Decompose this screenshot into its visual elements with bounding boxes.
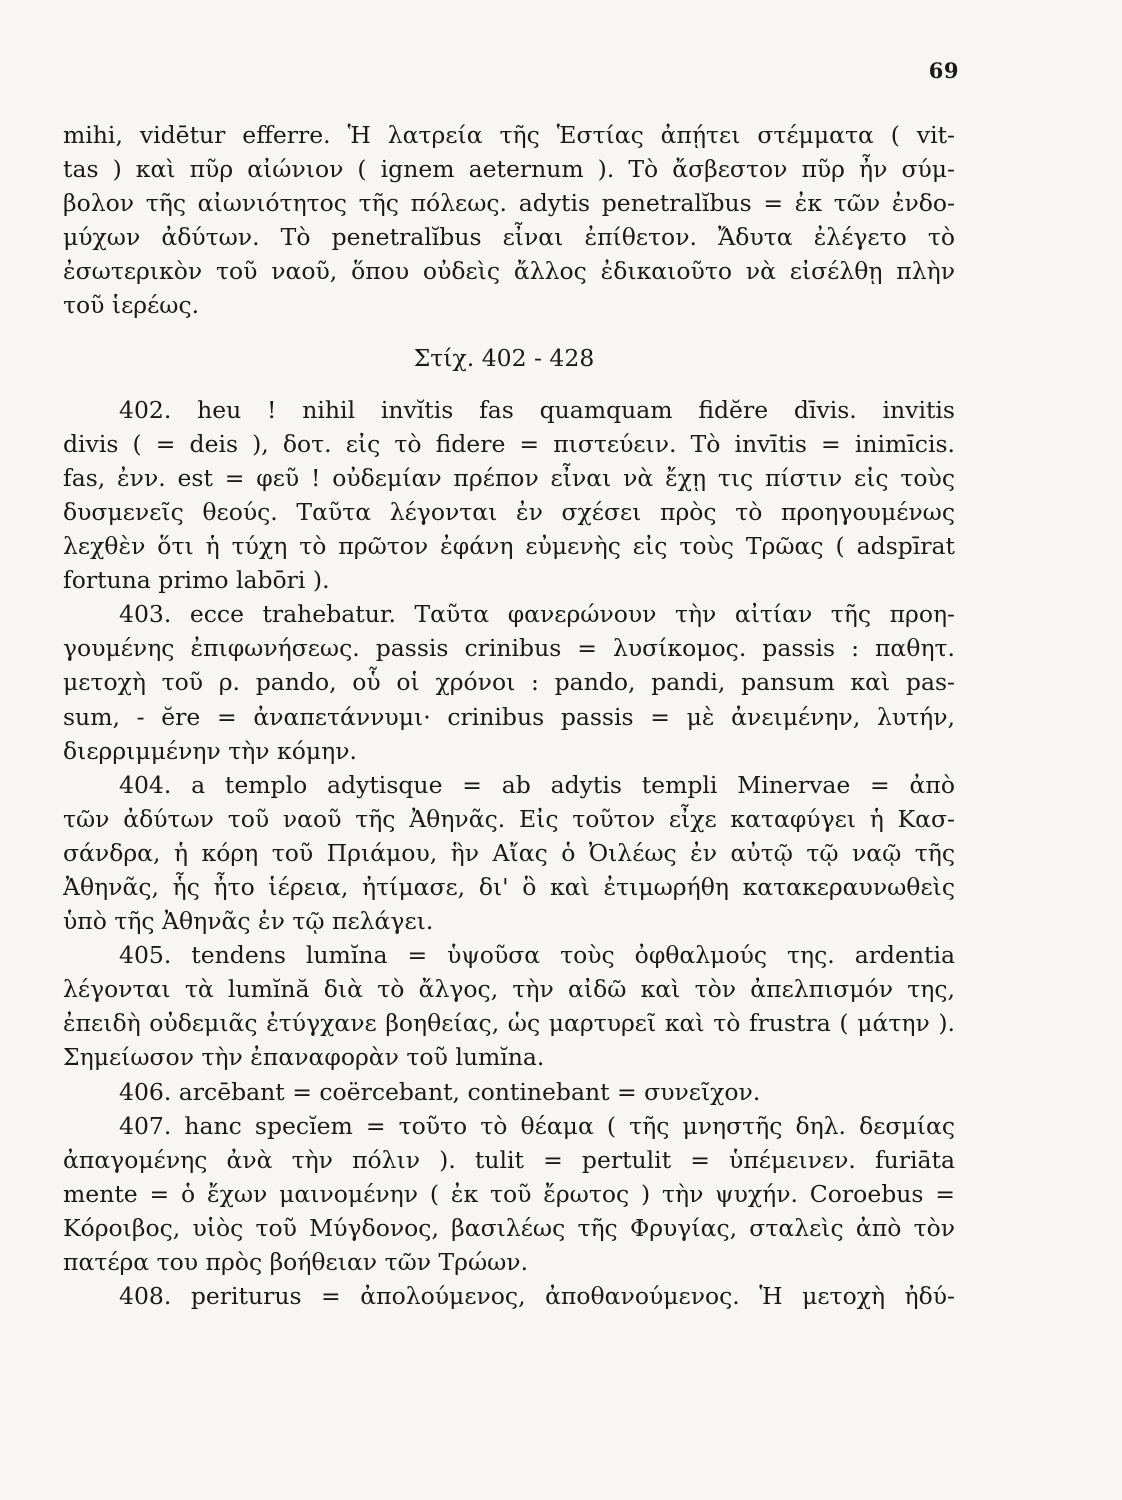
- text-line: λεχθὲν ὅτι ἡ τύχη τὸ πρῶτον ἐφάνη εὐμενὴς εἰς τοὺς Τρῶας ( adspīrat: [63, 532, 955, 561]
- text-line: fas, ἐνν. est = φεῦ ! οὐδεμίαν πρέπον εἶναι νὰ ἔχῃ τις πίστιν εἰς τοὺς: [63, 463, 955, 492]
- text-line: mihi, vidētur efferre. Ἡ λατρεία τῆς Ἑστίας ἀπῄτει στέμματα ( vit-: [63, 121, 955, 149]
- text-line: δυσμενεῖς θεούς. Ταῦτα λέγονται ἐν σχέσει πρὸς τὸ προηγουμένως: [63, 497, 955, 526]
- text-line: μύχων ἀδύτων. Τὸ penetralĭbus εἶναι ἐπίθετον. Ἄδυτα ἐλέγετο τὸ: [63, 223, 955, 252]
- text-line: ὑπὸ τῆς Ἀθηνᾶς ἐν τῷ πελάγει.: [63, 907, 434, 936]
- text-line: sum, - ĕre = ἀναπετάννυμι· crinibus passis = μὲ ἀνειμένην, λυτήν,: [63, 702, 955, 731]
- text-line: fortuna primo labōri ).: [63, 566, 330, 595]
- entry-406-line: 406. arcēbant = coërcebant, continebant = συνεῖχον.: [119, 1077, 761, 1106]
- text-line: διερριμμένην τὴν κόμην.: [63, 736, 358, 765]
- text-line: γουμένης ἐπιφωνήσεως. passis crinibus = λυσίκομος. passis : παθητ.: [63, 634, 955, 663]
- text-line: ἐσωτερικὸν τοῦ ναοῦ, ὅπου οὐδεὶς ἄλλος ἐδικαιοῦτο νὰ εἰσέλθῃ πλὴν: [63, 257, 955, 286]
- text-line: τοῦ ἱερέως.: [63, 291, 200, 320]
- text-line: Κόροιβος, υἱὸς τοῦ Μύγδονος, βασιλέως τῆς Φρυγίας, σταλεὶς ἀπὸ τὸν: [63, 1213, 955, 1242]
- section-heading: Στίχ. 402 - 428: [413, 343, 595, 372]
- text-line: divis ( = deis ), δοτ. εἰς τὸ fidere = πιστεύειν. Τὸ invītis = inimīcis.: [63, 429, 955, 458]
- entry-405-line: 405. tendens lumĭna = ὑψοῦσα τοὺς ὀφθαλμούς της. ardentia: [119, 941, 955, 970]
- entry-403-line: 403. ecce trahebatur. Ταῦτα φανερώνουν τὴν αἰτίαν τῆς προη-: [119, 600, 955, 629]
- text-line: πατέρα του πρὸς βοήθειαν τῶν Τρώων.: [63, 1248, 529, 1276]
- text-line: μετοχὴ τοῦ ρ. pando, οὗ οἱ χρόνοι : pando, pandi, pansum καὶ pas-: [63, 668, 955, 697]
- commentary-text: [63, 118, 955, 1313]
- entry-408-line: 408. periturus = ἀπολούμενος, ἀποθανούμενος. Ἡ μετοχὴ ἠδύ-: [119, 1282, 955, 1311]
- text-line: ἀπαγομένης ἀνὰ τὴν πόλιν ). tulit = pertulit = ὑπέμεινεν. furiāta: [63, 1145, 955, 1174]
- entry-407-line: 407. hanc specĭem = τοῦτο τὸ θέαμα ( τῆς μνηστῆς δηλ. δεσμίας: [119, 1111, 955, 1140]
- text-line: τῶν ἀδύτων τοῦ ναοῦ τῆς Ἀθηνᾶς. Εἰς τοῦτον εἶχε καταφύγει ἡ Κασ-: [63, 804, 955, 833]
- text-line: mente = ὁ ἔχων μαινομένην ( ἐκ τοῦ ἔρωτος ) τὴν ψυχήν. Coroebus =: [63, 1179, 955, 1208]
- text-line: Σημείωσον τὴν ἐπαναφορὰν τοῦ lumĭna.: [63, 1043, 545, 1072]
- page-number: 69: [928, 58, 959, 83]
- entry-402-line: 402. heu ! nihil invĭtis fas quamquam fidĕre dīvis. invitis: [119, 395, 955, 424]
- text-line: ἐπειδὴ οὐδεμιᾶς ἐτύγχανε βοηθείας, ὡς μαρτυρεῖ καὶ τὸ frustra ( μάτην ).: [63, 1009, 955, 1038]
- text-line: βολον τῆς αἰωνιότητος τῆς πόλεως. adytis penetralĭbus = ἐκ τῶν ἐνδο-: [63, 189, 955, 218]
- text-line: σάνδρα, ἡ κόρη τοῦ Πριάμου, ἣν Αἴας ὁ Ὀιλέως ἐν αὐτῷ τῷ ναῷ τῆς: [63, 838, 955, 867]
- entry-404-line: 404. a templo adytisque = ab adytis templi Minervae = ἀπὸ: [119, 770, 955, 799]
- text-line: Ἀθηνᾶς, ἧς ἦτο ἱέρεια, ἠτίμασε, δι' ὃ καὶ ἐτιμωρήθη κατακεραυνωθεὶς: [63, 872, 955, 901]
- text-line: tas ) καὶ πῦρ αἰώνιον ( ignem aeternum ). Τὸ ἄσβεστον πῦρ ἦν σύμ-: [63, 155, 955, 184]
- text-line: λέγονται τὰ lumĭnă διὰ τὸ ἄλγος, τὴν αἰδῶ καὶ τὸν ἀπελπισμόν της,: [63, 975, 955, 1004]
